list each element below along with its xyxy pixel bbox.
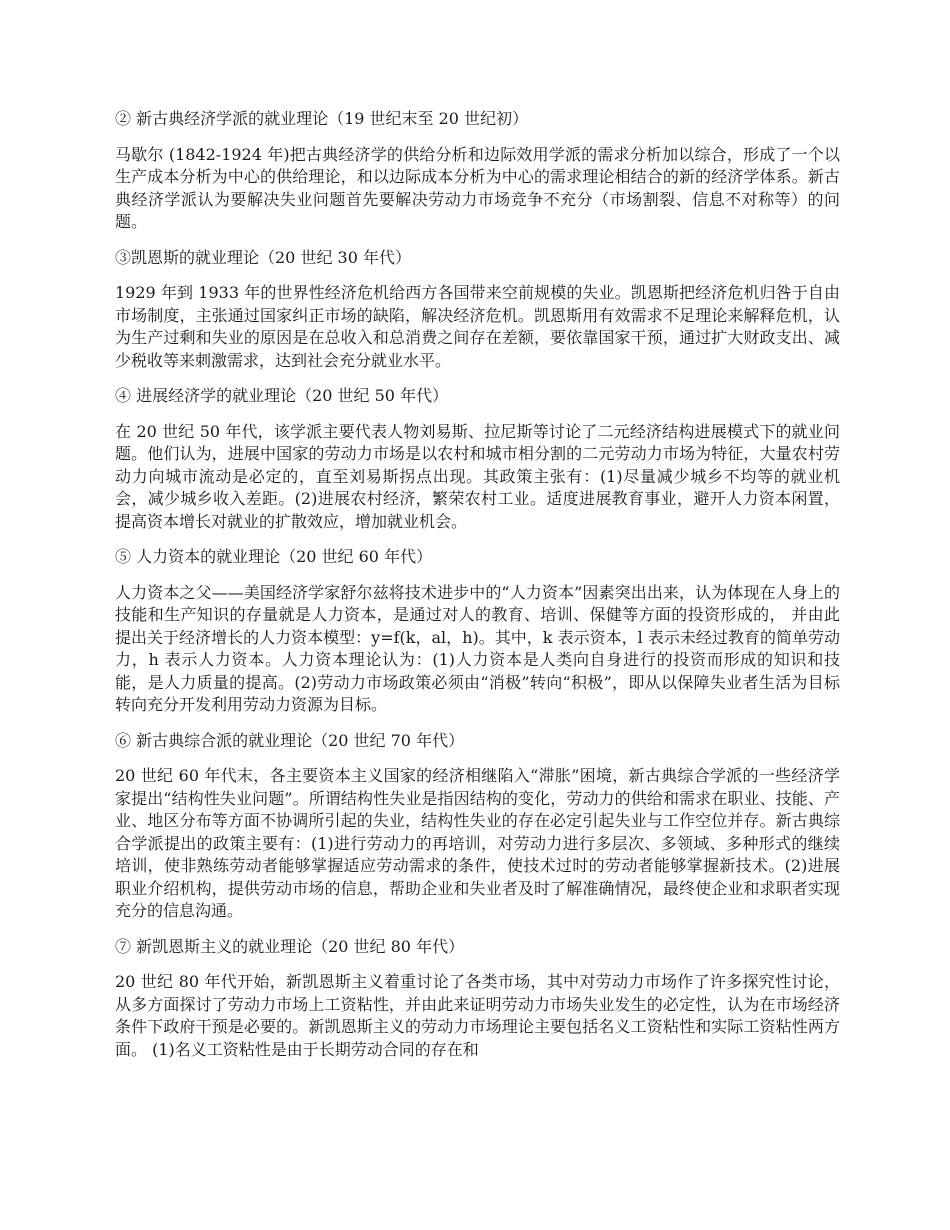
section-heading-neoclassical: ② 新古典经济学派的就业理论（19 世纪末至 20 世纪初） [115,109,529,128]
section-heading-keynes: ③凯恩斯的就业理论（20 世纪 30 年代） [115,247,411,267]
section-body-human-capital: 人力资本之父——美国经济学家舒尔兹将技术进步中的“人力资本”因素突出出来，认为体现在人身上的技能和生产知识的存量就是人力资本，是通过对人的教育、培训、保健等方面的投资形成的， 并由此提出关于经济增长的人力资本模型：y=f(k，al，h)。其中，k 表示资本，l 表示未经过教育的简单劳动力，h 表示人力资本。人力资本理论认为：(1)人力资本是人类向自身进行的投资而形成的知识和技能，是人力质量的提高。(2)劳动力市场政策必须由“消极”转向“积极”，即从以保障失业者生活为目标转向充分开发利用劳动力资源为目标。 [115,582,840,714]
section-body-new-keynesian: 20 世纪 80 年代开始，新凯恩斯主义着重讨论了各类市场，其中对劳动力市场作了许多探究性讨论，从多方面探讨了劳动力市场上工资粘性，并由此来证明劳动力市场失业发生的必定性，认为在市场经济条件下政府干预是必要的。新凯恩斯主义的劳动力市场理论主要包括名义工资粘性和实际工资粘性两方面。 (1)名义工资粘性是由于长期劳动合同的存在和 [115,972,840,1059]
section-heading-neoclassical-synthesis: ⑥ 新古典综合派的就业理论（20 世纪 70 年代） [115,730,465,750]
section-body-neoclassical: 马歇尔 (1842-1924 年)把古典经济学的供给分析和边际效用学派的需求分析加以综合，形成了一个以生产成本分析为中心的供给理论，和以边际成本分析为中心的需求理论相结合的新的经济学体系。新古典经济学派认为要解决失业问题首先要解决劳动力市场竞争不充分（市场割裂、信息不对称等）的问题。 [115,144,840,231]
section-heading-development-economics: ④ 进展经济学的就业理论（20 世纪 50 年代） [115,386,449,405]
section-body-development-economics: 在 20 世纪 50 年代，该学派主要代表人物刘易斯、拉尼斯等讨论了二元经济结构进展模式下的就业问题。他们认为，进展中国家的劳动力市场是以农村和城市相分割的二元劳动力市场为特征，大量农村劳动力向城市流动是必定的，直至刘易斯拐点出现。其政策主张有：(1)尽量减少城乡不均等的就业机会，减少城乡收入差距。(2)进展农村经济，繁荣农村工业。适度进展教育事业，避开人力资本闲置，提高资本增长对就业的扩散效应，增加就业机会。 [115,421,840,531]
section-heading-human-capital: ⑤ 人力资本的就业理论（20 世纪 60 年代） [115,547,433,566]
document-page [115,108,840,1074]
section-body-keynes: 1929 年到 1933 年的世界性经济危机给西方各国带来空前规模的失业。凯恩斯把经济危机归咎于自由市场制度，主张通过国家纠正市场的缺陷，解决经济危机。凯恩斯用有效需求不足理论来解释危机，认为生产过剩和失业的原因是在总收入和总消费之间存在差额，要依靠国家干预，通过扩大财政支出、减少税收等来刺激需求，达到社会充分就业水平。 [115,283,840,370]
section-heading-new-keynesian: ⑦ 新凯恩斯主义的就业理论（20 世纪 80 年代） [115,936,465,956]
section-body-neoclassical-synthesis: 20 世纪 60 年代末，各主要资本主义国家的经济相继陷入“滞胀”困境，新古典综合学派的一些经济学家提出“结构性失业问题”。所谓结构性失业是指因结构的变化，劳动力的供给和需求在职业、技能、产业、地区分布等方面不协调所引起的失业，结构性失业的存在必定引起失业与工作空位并存。新古典综合学派提出的政策主要有：(1)进行劳动力的再培训，对劳动力进行多层次、多领域、多种形式的继续培训，使非熟练劳动者能够掌握适应劳动需求的条件，使技术过时的劳动者能够掌握新技术。(2)进展职业介绍机构，提供劳动市场的信息，帮助企业和失业者及时了解准确情况，最终使企业和求职者实现充分的信息沟通。 [115,766,840,920]
